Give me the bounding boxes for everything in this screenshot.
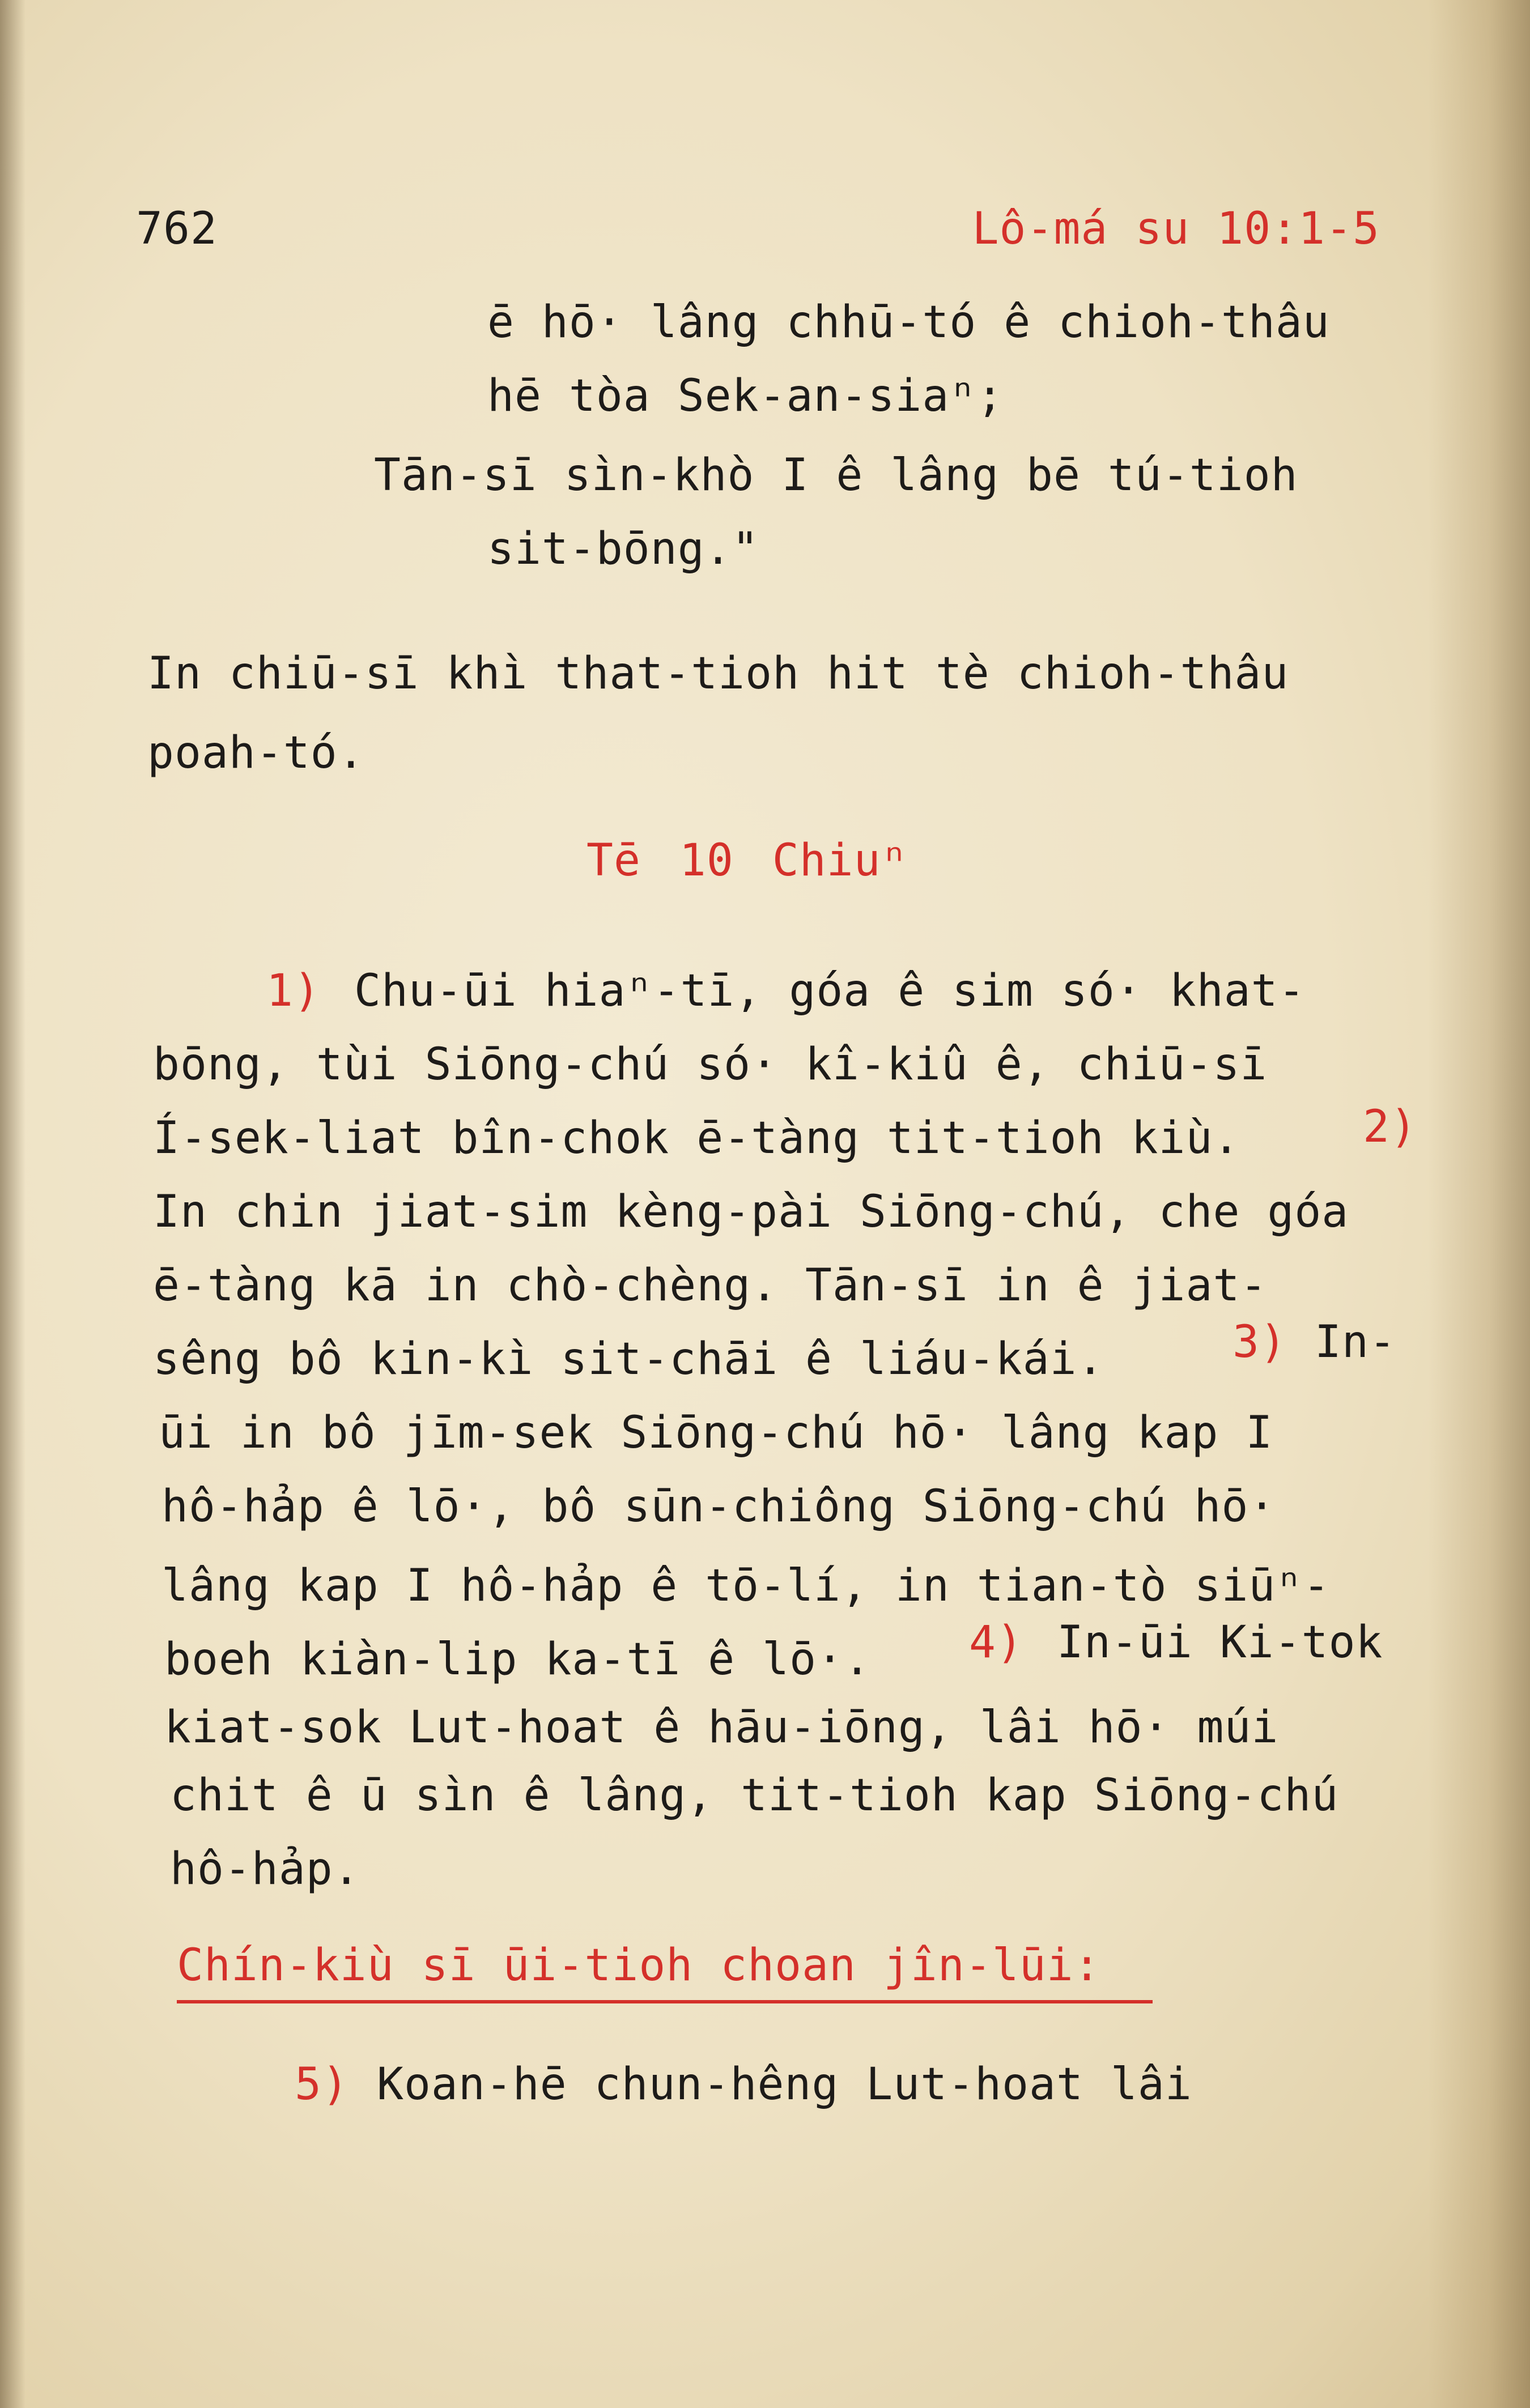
poem-line: ē hō· lâng chhū-tó ê chioh-thâu xyxy=(487,297,1330,348)
verse-line: lâng kap I hô-hảp ê tō-lí, in tian-tò siūⁿ- xyxy=(162,1560,1331,1611)
paragraph-line: In chiū-sī khì that-tioh hit tè chioh-thâu xyxy=(147,648,1289,699)
verse-line: chit ê ū sìn ê lâng, tit-tioh kap Siōng-chú xyxy=(170,1770,1339,1821)
verse-line: sêng bô kin-kì sit-chāi ê liáu-kái. xyxy=(153,1334,1104,1385)
verse-number: 1) xyxy=(266,965,321,1016)
verse-line: Chu-ūi hiaⁿ-tī, góa ê sim só· khat- xyxy=(354,965,1306,1016)
verse-line: hô-hảp. xyxy=(170,1844,360,1895)
page-number: 762 xyxy=(136,203,218,254)
verse-number: 3) xyxy=(1232,1317,1287,1368)
section-heading: Chín-kiù sī ūi-tioh choan jîn-lūi: xyxy=(177,1940,1101,1991)
verse-number: 5) xyxy=(295,2059,349,2110)
verse-line: Í-sek-liat bîn-chok ē-tàng tit-tioh kiù. xyxy=(153,1113,1240,1164)
verse-line: In- xyxy=(1315,1317,1396,1368)
chapter-heading: Tē 10 Chiuⁿ xyxy=(586,835,908,886)
verse-number: 2) xyxy=(1363,1101,1417,1152)
verse-line: In-ūi Ki-tok xyxy=(1057,1617,1383,1668)
verse-line: Koan-hē chun-hêng Lut-hoat lâi xyxy=(377,2059,1192,2110)
running-reference: Lô-má su 10:1-5 xyxy=(972,203,1380,254)
verse-line: ūi in bô jīm-sek Siōng-chú hō· lâng kap I xyxy=(159,1407,1273,1458)
poem-line: Tān-sī sìn-khò I ê lâng bē tú-tioh xyxy=(374,450,1298,501)
verse-line: ē-tàng kā in chò-chèng. Tān-sī in ê jiat- xyxy=(153,1260,1268,1311)
poem-line: hē tòa Sek-an-siaⁿ; xyxy=(487,371,1004,422)
verse-line: In chin jiat-sim kèng-pài Siōng-chú, che góa xyxy=(153,1186,1349,1237)
poem-line: sit-bōng." xyxy=(487,524,759,575)
verse-line: boeh kiàn-lip ka-tī ê lō·. xyxy=(164,1634,871,1685)
verse-line: hô-hảp ê lō·, bô sūn-chiông Siōng-chú hō· xyxy=(162,1481,1276,1532)
verse-line: kiat-sok Lut-hoat ê hāu-iōng, lâi hō· múi xyxy=(164,1702,1279,1753)
section-heading-underline xyxy=(177,2000,1153,2003)
verse-number: 4) xyxy=(969,1617,1023,1668)
verse-line: bōng, tùi Siōng-chú só· kî-kiû ê, chiū-sī xyxy=(153,1039,1268,1090)
page-edge-shadow xyxy=(1428,0,1530,2408)
paragraph-line: poah-tó. xyxy=(147,727,365,778)
binding-shadow xyxy=(0,0,26,2408)
